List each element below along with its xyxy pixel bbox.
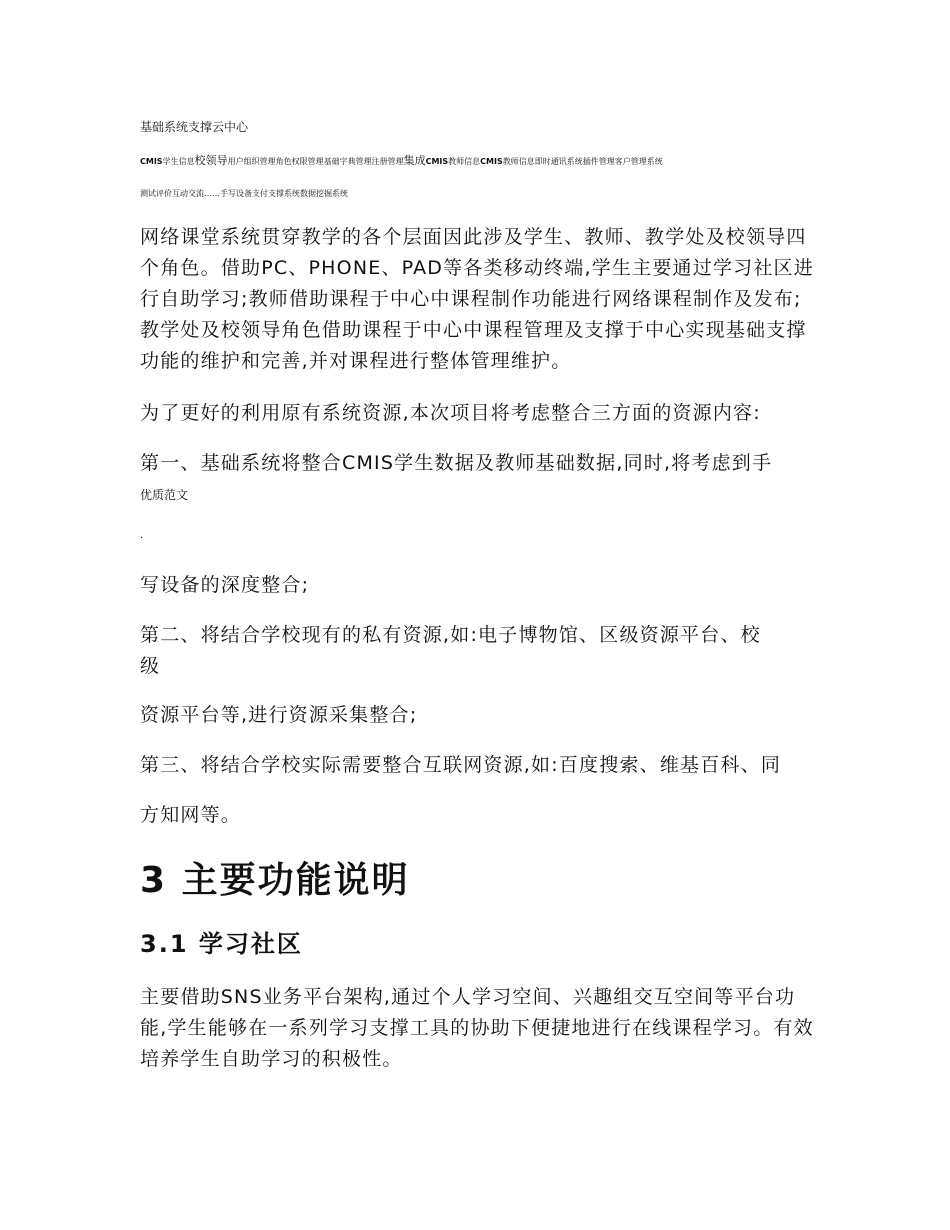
paragraph-learning-community: 主要借助SNS业务平台架构,通过个人学习空间、兴趣组交互空间等平台功能,学生能够在一系列学习支撑工具的协助下便捷地进行在线课程学习。有效培养学生自助学习的积极性。 — [140, 986, 814, 1070]
module-integration: 集成 — [403, 154, 426, 167]
module-cmis-2: CMIS — [425, 157, 449, 166]
page-footer-label: 优质范文 — [140, 488, 189, 502]
diagram-modules-row — [140, 152, 663, 168]
module-school-leader: 校领导 — [194, 154, 228, 167]
module-management-list: 用户组织管理角色权限管理基础字典管理注册管理 — [227, 157, 404, 166]
paragraph-first-continued: 写设备的深度整合; — [140, 574, 310, 596]
paragraph-second-wrap: 级 — [140, 655, 161, 677]
module-cmis-1: CMIS — [140, 157, 163, 166]
module-student-info: 学生信息 — [162, 157, 195, 166]
paragraph-overview: 网络课堂系统贯穿教学的各个层面因此涉及学生、教师、教学处及校领导四个角色。借助PC、PHONE、PAD等各类移动终端,学生主要通过学习社区进行自助学习;教师借助课程于中心中课程制作功能进行网络课程制作及发布;教学处及校领导角色借助课程于中心中课程管理及支撑于中心实现基础支撑功能的维护和完善,并对课程进行整体管理维护。 — [140, 226, 814, 372]
paragraph-resources-intro: 为了更好的利用原有系统资源,本次项目将考虑整合三方面的资源内容: — [140, 402, 761, 424]
paragraph-third: 第三、将结合学校实际需要整合互联网资源,如:百度搜索、维基百科、同 — [140, 754, 782, 776]
diagram-systems-row: 测试评价互动交流……手写设备支付支撑系统数据挖掘系统 — [140, 189, 348, 198]
page-separator-dot: . — [140, 530, 144, 541]
module-cmis-3: CMIS — [480, 157, 503, 166]
subsection-heading: 3.1 学习社区 — [140, 930, 303, 958]
diagram-title: 基础系统支撑云中心 — [140, 120, 249, 134]
module-teacher-info-1: 教师信息 — [448, 157, 481, 166]
module-teacher-info-2: 教师信息即时通讯系统插件管理客户管理系统 — [502, 157, 663, 166]
paragraph-third-continued: 方知网等。 — [140, 804, 242, 826]
paragraph-second-continued: 资源平台等,进行资源采集整合; — [140, 704, 418, 726]
paragraph-second: 第二、将结合学校现有的私有资源,如:电子博物馆、区级资源平台、校 — [140, 624, 761, 646]
paragraph-first: 第一、基础系统将整合CMIS学生数据及教师基础数据,同时,将考虑到手 — [140, 452, 773, 474]
section-heading: 3 主要功能说明 — [140, 860, 410, 901]
